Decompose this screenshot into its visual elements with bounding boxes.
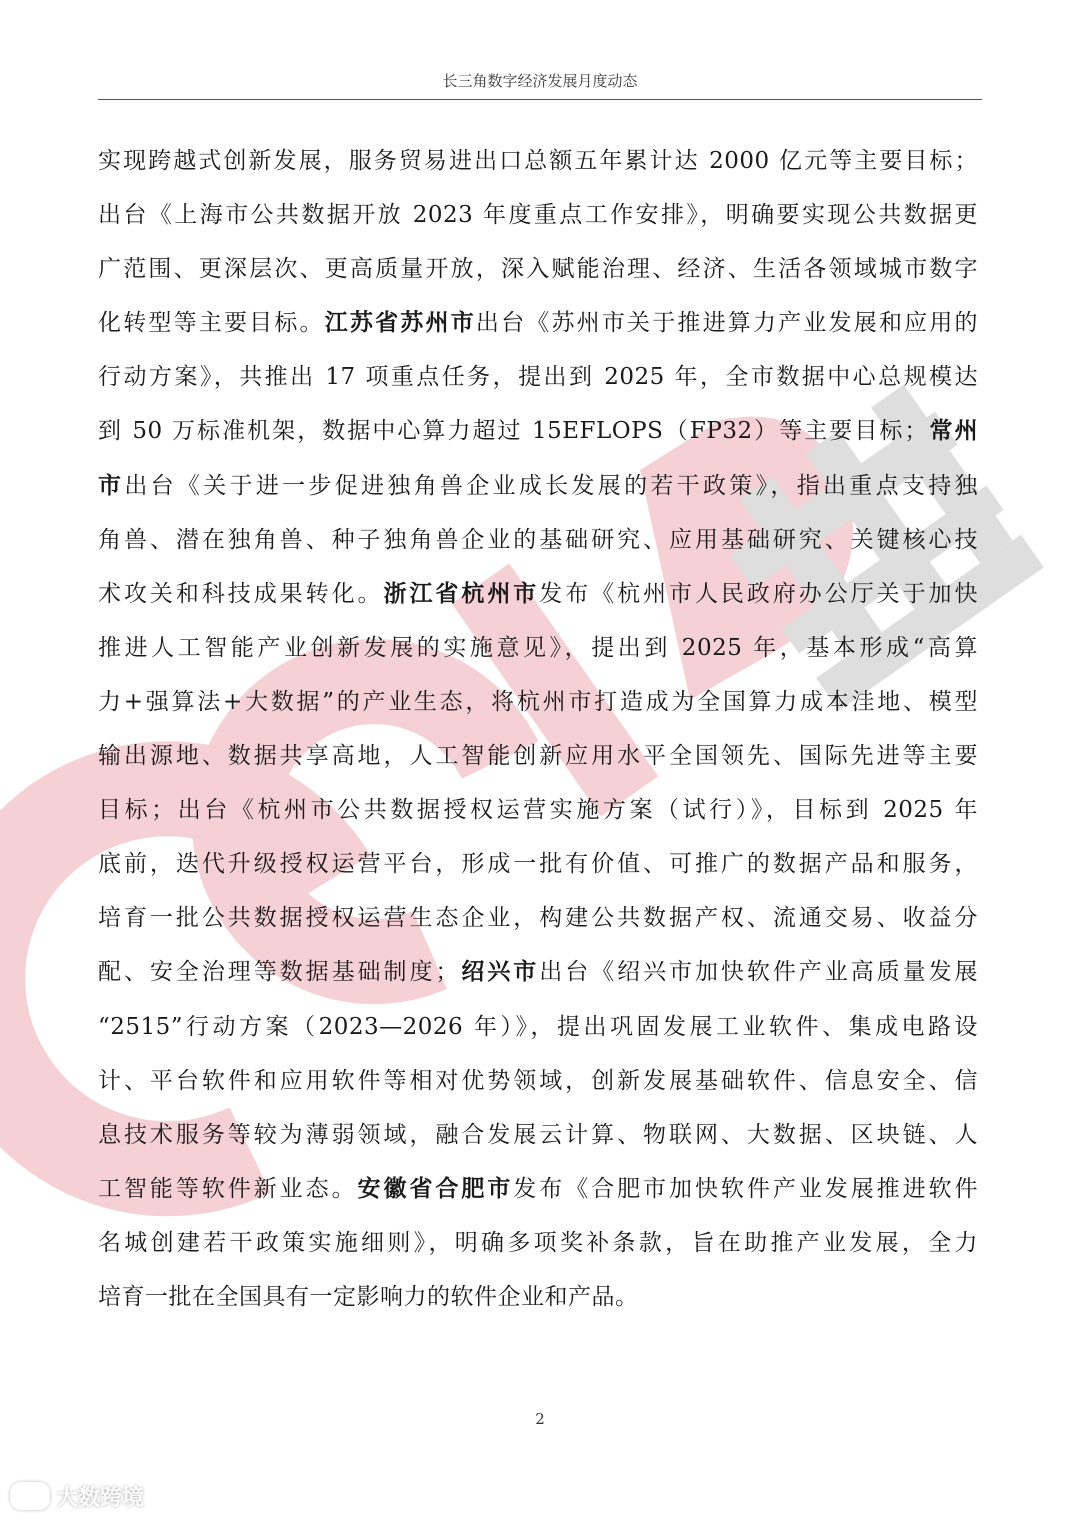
text-run: 出台《关于进一步促进独角兽企业成长发展的若干政策》，指出重点支持独 (124, 472, 979, 499)
highlighted-city: 市 (98, 472, 125, 499)
text-run: 到 50 万标准机架，数据中心算力超过 15EFLOPS（FP32）等主要目标； (98, 418, 928, 445)
page-number: 2 (535, 1410, 545, 1428)
footer-brand-text: 大数跨境 (56, 1485, 145, 1511)
text-run: 出台《苏州市关于推进算力产业发展和应用的 (475, 310, 979, 337)
text-line (98, 459, 978, 513)
highlighted-city: 常州 (927, 418, 979, 445)
text-run: 角兽、潜在独角兽、种子独角兽企业的基础研究、应用基础研究、关键核心技 (98, 526, 978, 553)
running-header: 长三角数字经济发展月度动态 (98, 70, 982, 100)
text-line (98, 1108, 978, 1162)
text-run: 息技术服务等较为薄弱领域，融合发展云计算、物联网、大数据、区块链、人 (98, 1121, 978, 1148)
text-line (98, 567, 978, 621)
text-run: 实现跨越式创新发展，服务贸易进出口总额五年累计达 2000 亿元等主要目标； (98, 148, 978, 174)
text-run: 底前，迭代升级授权运营平台，形成一批有价值、可推广的数据产品和服务， (98, 851, 978, 878)
text-run: 工智能等软件新业态。 (98, 1175, 358, 1202)
text-line (98, 621, 978, 675)
text-line (98, 837, 978, 891)
text-run: “2515”行动方案（2023—2026 年）》，提出巩固发展工业软件、集成电路设 (98, 1013, 978, 1040)
text-line (98, 404, 978, 458)
text-run: 输出源地、数据共享高地，人工智能创新应用水平全国领先、国际先进等主要 (98, 743, 978, 770)
highlighted-city: 江苏省苏州市 (324, 310, 476, 337)
text-run: 行动方案》，共推出 17 项重点任务，提出到 2025 年，全市数据中心总规模达 (98, 364, 978, 391)
text-line (98, 296, 978, 350)
text-line (98, 891, 978, 945)
text-line (98, 242, 978, 296)
text-run: 计、平台软件和应用软件等相对优势领域，创新发展基础软件、信息安全、信 (98, 1067, 978, 1094)
text-run: 出台《上海市公共数据开放 2023 年度重点工作安排》，明确要实现公共数据更 (98, 202, 978, 229)
text-run: 培育一批公共数据授权运营生态企业，构建公共数据产权、流通交易、收益分 (98, 905, 978, 932)
text-line (98, 188, 978, 242)
text-line (98, 134, 978, 188)
text-line (98, 783, 978, 837)
text-run: 发布《合肥市加快软件产业发展推进软件 (513, 1175, 979, 1202)
text-run: 化转型等主要目标。 (98, 310, 325, 337)
body-paragraph (98, 134, 978, 1324)
text-line (98, 513, 978, 567)
text-run: 力+强算法+大数据”的产业生态，将杭州市打造成为全国算力成本洼地、模型 (98, 688, 978, 715)
text-run: 发布《杭州市人民政府办公厅关于加快 (539, 580, 979, 607)
highlighted-city: 浙江省杭州市 (383, 580, 540, 607)
text-run: 出台《绍兴市加快软件产业高质量发展 (539, 959, 979, 986)
text-run: 广范围、更深层次、更高质量开放，深入赋能治理、经济、生活各领域城市数字 (98, 256, 978, 283)
text-line (98, 1270, 978, 1324)
text-line (98, 1162, 978, 1216)
brand-logo-icon (10, 1482, 50, 1510)
text-run: 目标；出台《杭州市公共数据授权运营实施方案（试行）》，目标到 2025 年 (98, 797, 978, 824)
text-line (98, 350, 978, 404)
footer-brand-logo (10, 1476, 144, 1516)
text-line (98, 945, 978, 999)
text-line (98, 1054, 978, 1108)
text-line (98, 729, 978, 783)
text-line (98, 1216, 978, 1270)
text-run: 培育一批在全国具有一定影响力的软件企业和产品。 (98, 1283, 639, 1310)
text-run: 推进人工智能产业创新发展的实施意见》，提出到 2025 年，基本形成“高算 (98, 634, 978, 661)
text-run: 配、安全治理等数据基础制度； (98, 959, 459, 986)
text-line (98, 675, 978, 729)
text-run: 术攻关和科技成果转化。 (98, 580, 384, 607)
text-run: 名城创建若干政策实施细则》，明确多项奖补条款，旨在助推产业发展，全力 (98, 1229, 978, 1256)
highlighted-city: 安徽省合肥市 (357, 1175, 514, 1202)
text-line (98, 1000, 978, 1054)
highlighted-city: 绍兴市 (458, 959, 540, 986)
